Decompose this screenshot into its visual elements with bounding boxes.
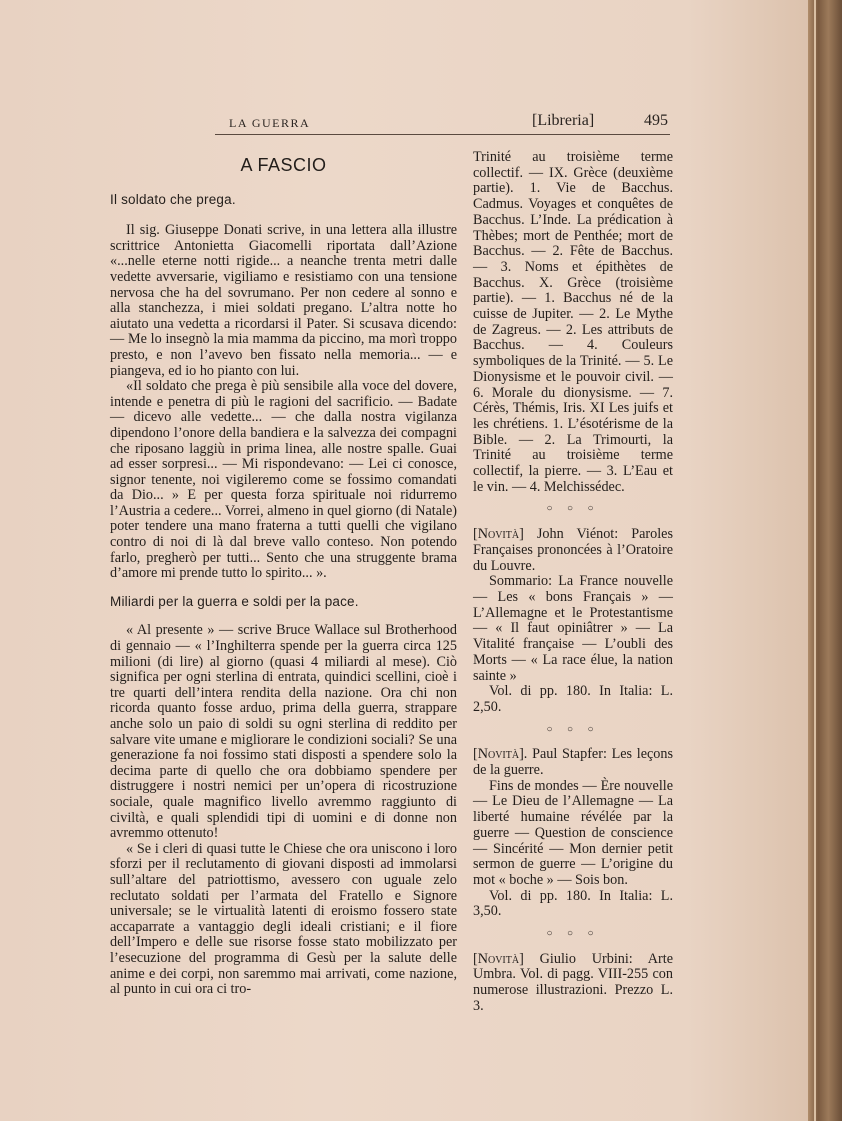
book-entry-stapfer <box>473 747 673 778</box>
running-title: LA GUERRA <box>229 116 311 130</box>
article-heading: A FASCIO <box>240 155 327 175</box>
header-rule <box>215 134 670 135</box>
paragraph: « Se i cleri di quasi tutte le Chiese che ora uniscono i loro sforzi per il reclutamento di giovani disposti ad immolarsi sull’altare del patriottismo, avessero con uguale zelo reclutato soldati per l’armata del Fratello e Signore universale; se le virtualità latenti di eroismo fossero state accaparrate a vantaggio degli ideali cristiani; e il fiore dell’Impero e delle sue risorse fosse stato mobilizzato per l’esecuzione del programma di Gesù per la salute delle anime e dei corpi, non saremmo mai arrivati, come nazione, al punto in cui ora ci tro- <box>110 840 457 998</box>
novita-tag: [Novità] <box>473 950 524 967</box>
page-edge <box>808 0 842 1121</box>
ornament-divider: ○ ○ ○ <box>546 928 600 940</box>
subheading-miliardi: Miliardi per la guerra e soldi per la pace. <box>110 593 359 609</box>
page-number: 495 <box>644 112 668 129</box>
running-head <box>215 112 670 136</box>
entry-title: Giulio Urbini: Arte Umbra. Vol. di pagg. VIII-255 con numerose illustrazioni. Prezzo L. 3. <box>473 950 674 1014</box>
entry-summary: Sommario: La France nouvelle — Les « bons Français » — L’Allemagne et le Protestantisme — « Il faut opiniâtrer » — La Vitalité française — L’oubli des Morts — « La race élue, la nation sainte » <box>473 573 673 684</box>
section-label: [Libreria] <box>532 112 595 129</box>
book-entry-urbini <box>473 952 673 1015</box>
subheading-soldato: Il soldato che prega. <box>110 191 236 207</box>
right-column <box>473 150 673 1015</box>
paragraph: Il sig. Giuseppe Donati scrive, in una lettera alla illustre scrittrice Antonietta Giacomelli riportata dall’Azione «...nelle eterne notti rigide... a neanche trenta metri dalle vedette avversarie, vigiliamo e resistiamo con una tensione nervosa che ha del sovrumano. Per non cedere al sonno e alla stanchezza, i miei soldati pregano. L’altra notte ho aiutato una vedetta a ricordarsi il Pater. Si scusava dicendo: — Me lo insegnò la mia mamma da piccino, ma morì troppo presto, e non l’avevo ben fissato nella memoria... — e piangeva, ed io ho pianto con lui. <box>110 222 457 379</box>
entry-title: Paul Stapfer: Les leçons de la guerre. <box>473 746 673 779</box>
paragraph: « Al presente » — scrive Bruce Wallace sul Brotherhood di gennaio — « l’Inghilterra spende per la guerra circa 125 milioni (di lire) al giorno (quasi 4 miliardi al mese). Ciò significa per ogni sterlina di entrata, quindici scellini, cioè i tre quarti dell’intera rendita della nazione. Ora chi non ricorda quanto fosse arduo, prima della guerra, strappare anche solo un paio di soldi su ogni sterlina di reddito per salvare vite umane e migliorare le condizioni sociali? Se una generazione fa noi fossimo stati disposti a spendere solo la decima parte di quello che ora dobbiamo spendere per distruggere i nostri nemici per un’opera di ricostruzione sociale, quale magnifico livello avremmo raggiunto di civiltà, e quali splendidi tipi di uomini e di donne non avremmo ottenuto! <box>110 622 457 842</box>
book-entry-vienot <box>473 527 673 574</box>
entry-price: Vol. di pp. 180. In Italia: L. 3,50. <box>473 887 673 920</box>
entry-title: John Viénot: Paroles Françaises prononcées à l’Oratoire du Louvre. <box>473 526 674 574</box>
entry-price: Vol. di pp. 180. In Italia: L. 2,50. <box>473 683 673 715</box>
novita-tag: [Novità] <box>473 526 524 543</box>
novita-tag: [Novità]. <box>473 746 528 763</box>
ornament-divider: ○ ○ ○ <box>546 503 600 515</box>
ornament-divider: ○ ○ ○ <box>546 723 600 735</box>
left-column <box>110 150 457 998</box>
paragraph: «Il soldato che prega è più sensibile alla voce del dovere, intende e penetra di più le ragioni del sacrificio. — Badate — dicevo alle vedette... — che dalla nostra vigilanza dipendono l’onore della bandiera e la salvezza dei compagni che riposano laggiù in prima linea, alle nostre spalle. Guai ad esser sorpresi... — Mi rispondevano: — Lei ci conosce, signor tenente, noi vigileremo come se fossimo comandati da Dio... » E per questa forza spirituale noi ridurremo l’Austria a cedere... Vorrei, almeno in quel giorno (di Natale) poter tendere una mano fraterna a tutti quelli che vigilano contro di noi di là dal breve vallo conteso. Non potendo farlo, pregherò per tutti... Sento che una struggente brama d’amore mi prende tutto lo spirito... ». <box>110 378 457 582</box>
entry-summary: Fins de mondes — Ère nouvelle — Le Dieu de l’Allemagne — La liberté humaine révélée par la guerre — Question de conscience — Sincérité — Mon dernier petit sermon de guerre — L’origine du mot « boche » — Sois bon. <box>473 777 673 888</box>
continued-listing: Trinité au troisième terme collectif. — IX. Grèce (deuxième partie). 1. Vie de Bacchus. Cadmus. Voyages et conquêtes de Bacchus. L’Inde. La prédication à Thèbes; mort de Penthée; mort de Bacchus. — 2. Fête de Bacchus. — 3. Noms et épithètes de Bacchus. X. Grèce (troisième partie). — 1. Bacchus né de la cuisse de Jupiter. — 2. Le Mythe de Zagreus. — 2. Les attributs de Bacchus. — 4. Couleurs symboliques de la Trinité. — 5. Le Dionysisme et le pouvoir civil. — 6. Morale du dionysisme. — 7. Cérès, Thémis, Iris. XI Les juifs et les chrétiens. 1. L’ésotérisme de la Bible. — 2. La Trimourti, la Trinité au troisième terme collectif, la pierre. — 3. L’Eau et le vin. — 4. Melchissédec. <box>473 149 673 495</box>
